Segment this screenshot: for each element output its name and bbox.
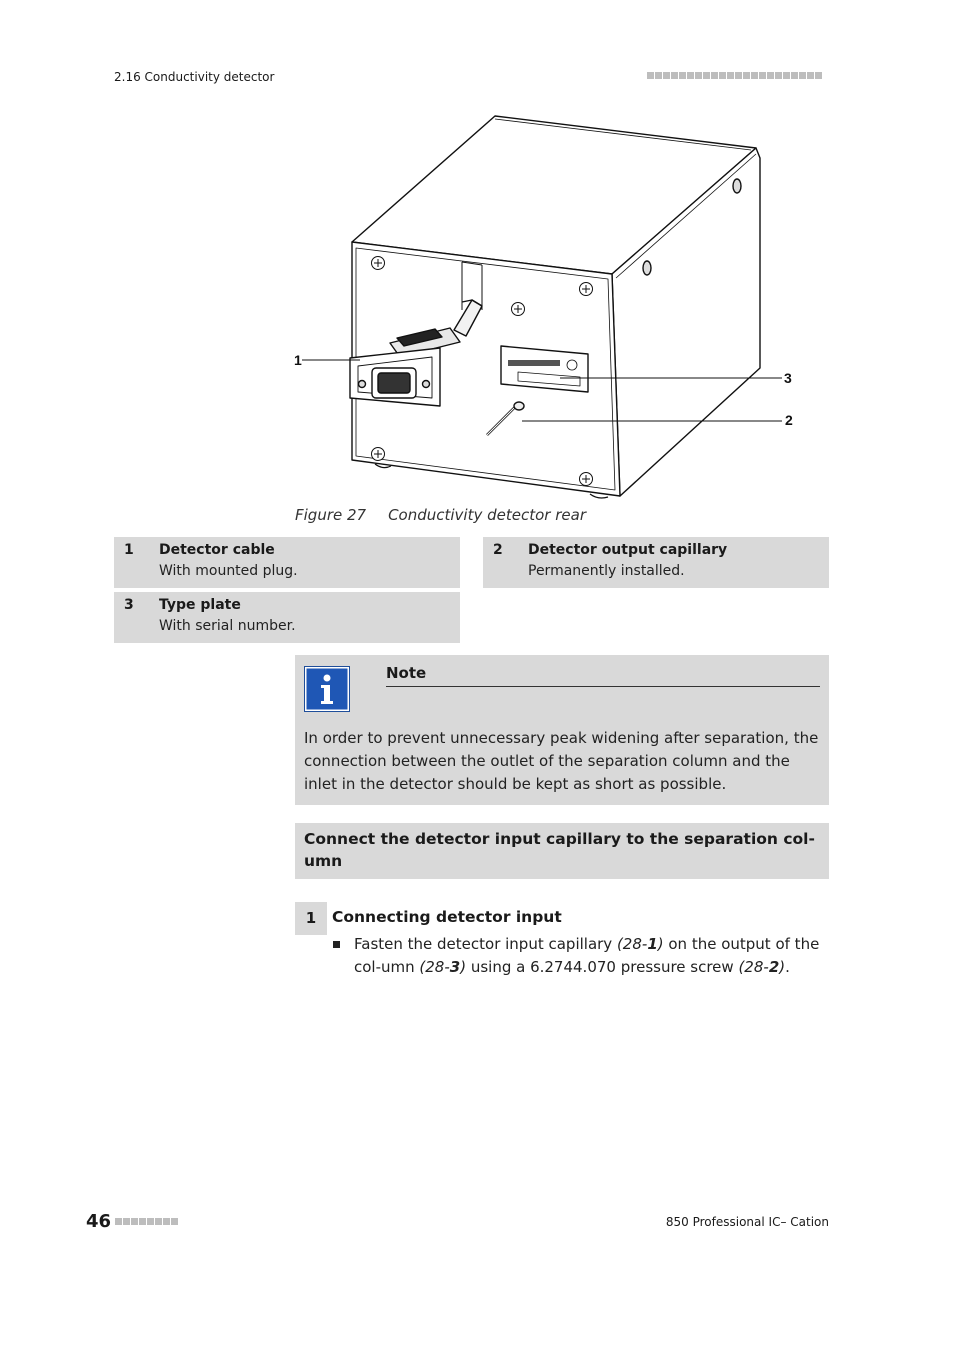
step-text-part: .: [785, 958, 790, 976]
step-title: Connecting detector input: [332, 908, 562, 926]
callout-2: 2: [785, 412, 793, 428]
legend-description: Permanently installed.: [528, 563, 685, 579]
figure-ref-number: 1: [647, 935, 658, 953]
legend-item-3: [114, 592, 460, 643]
legend-item-2: [483, 537, 829, 588]
figure-ref: (28-: [738, 958, 769, 976]
legend-number: 1: [124, 542, 134, 558]
bullet-icon: [333, 941, 340, 948]
task-title: Connect the detector input capillary to the separation col-umn: [304, 830, 815, 870]
header-decoration: [647, 72, 822, 79]
figure-ref: (28-: [419, 958, 450, 976]
note-box: [295, 655, 829, 805]
step-instruction: [354, 933, 832, 979]
step-text-part: using a 6.2744.070 pressure screw: [466, 958, 739, 976]
detector-rear-illustration: [290, 110, 810, 505]
legend-item-1: [114, 537, 460, 588]
info-icon: [304, 666, 350, 712]
legend-title: Detector output capillary: [528, 542, 728, 558]
note-divider: [386, 686, 820, 687]
step-number: 1: [295, 902, 327, 935]
figure-caption: [295, 506, 586, 524]
figure-caption-text: Conductivity detector rear: [388, 506, 586, 524]
task-heading-box: [295, 823, 829, 879]
callout-3: 3: [784, 370, 792, 386]
legend-number: 3: [124, 597, 134, 613]
legend-description: With serial number.: [159, 618, 296, 634]
legend-number: 2: [493, 542, 503, 558]
page-number: 46: [86, 1211, 112, 1232]
note-title: Note: [386, 664, 427, 682]
legend-title: Detector cable: [159, 542, 275, 558]
legend-description: With mounted plug.: [159, 563, 298, 579]
figure-ref: (28-: [616, 935, 648, 953]
product-name: 850 Professional IC– Cation: [665, 1215, 829, 1229]
step-text-part: Fasten the detector input capillary: [354, 935, 617, 953]
note-text: In order to prevent unnecessary peak widening after separation, the connection between the outlet of the separation column and the inlet in the detector should be kept as short as possible.: [304, 729, 819, 793]
figure-ref: ): [779, 958, 786, 976]
figure-ref: ): [657, 935, 664, 953]
legend-title: Type plate: [159, 597, 241, 613]
step-text-part: on the output of the col-umn: [354, 935, 820, 976]
callout-1: 1: [294, 352, 302, 368]
figure-ref: ): [460, 958, 467, 976]
header-section-title: 2.16 Conductivity detector: [114, 70, 275, 84]
figure-ref-number: 3: [449, 958, 461, 976]
figure-ref-number: 2: [768, 958, 780, 976]
footer-decoration: [115, 1218, 178, 1225]
figure-number: Figure 27: [295, 506, 367, 524]
